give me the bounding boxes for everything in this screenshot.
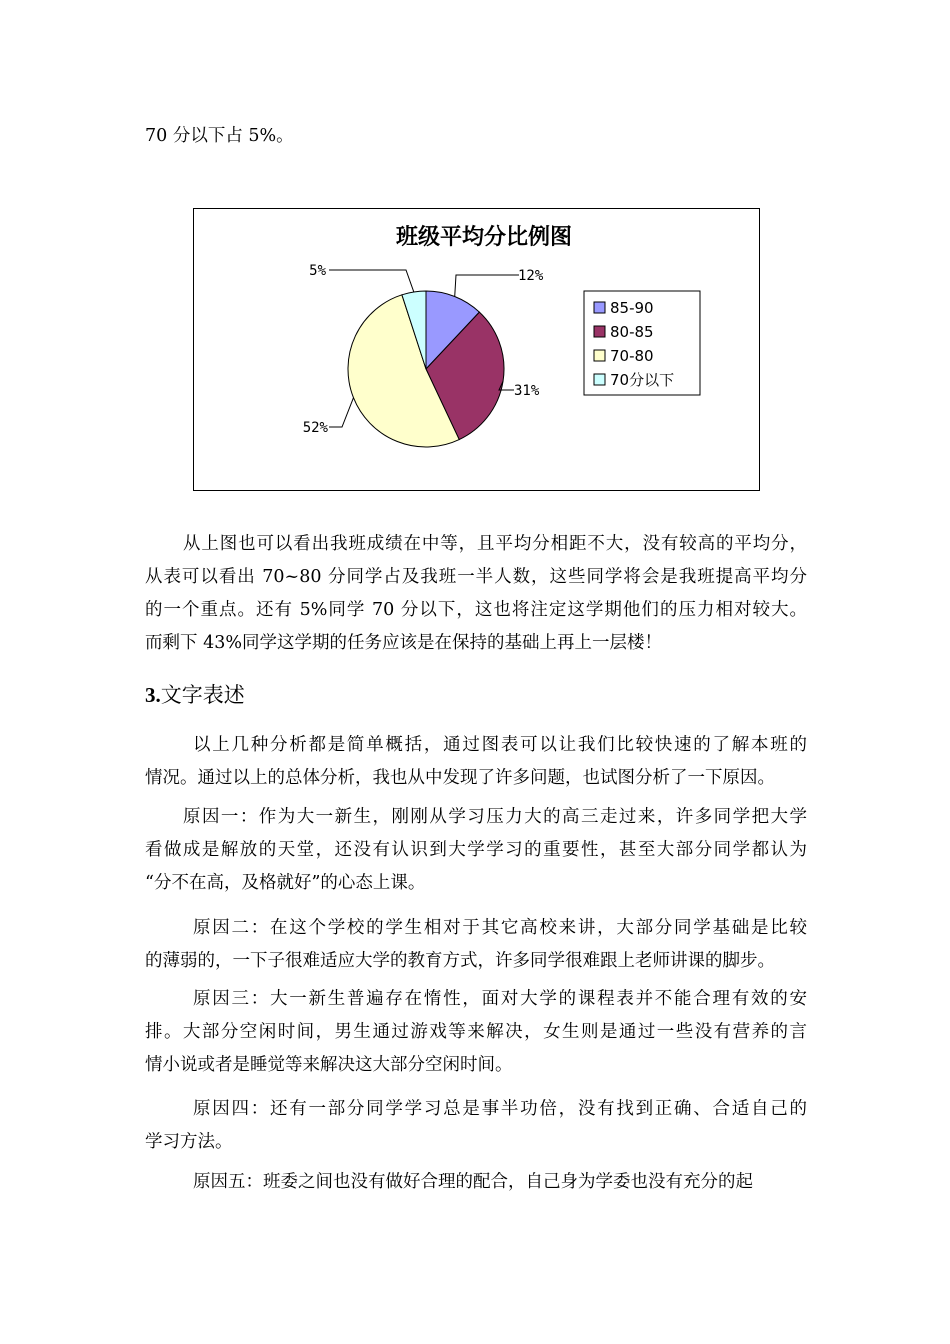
section-heading (145, 680, 245, 710)
pie-chart (193, 208, 760, 491)
text-line: 以上几种分析都是简单概括，通过图表可以让我们比较快速的了解本班的 (193, 735, 807, 755)
legend-swatch (594, 350, 605, 361)
text-line: 情况。通过以上的总体分析，我也从中发现了许多问题，也试图分析了一下原因。 (145, 768, 775, 788)
text-line: 看做成是解放的天堂，还没有认识到大学学习的重要性，甚至大部分同学都认为 (145, 840, 807, 860)
section-title: 文字表述 (160, 683, 245, 707)
chart-title: 班级平均分比例图 (395, 225, 573, 250)
data-label: 12% (518, 268, 544, 284)
text-line: 原因五：班委之间也没有做好合理的配合，自己身为学委也没有充分的起 (193, 1172, 753, 1192)
leader-line (455, 275, 519, 296)
text-line: 原因二：在这个学校的学生相对于其它高校来讲，大部分同学基础是比较 (193, 918, 807, 938)
leader-line (329, 398, 353, 427)
text-line: 而剩下 43%同学这学期的任务应该是在保持的基础上再上一层楼！ (145, 633, 662, 653)
data-label: 5% (309, 263, 326, 279)
data-label: 52% (302, 420, 328, 436)
text-line: 70 分以下占 5%。 (145, 126, 294, 146)
text-line: 原因四：还有一部分同学学习总是事半功倍，没有找到正确、合适自己的 (193, 1099, 807, 1119)
text-line: 原因三：大一新生普遍存在惰性，面对大学的课程表并不能合理有效的安 (193, 989, 807, 1009)
legend-label: 85-90 (610, 299, 654, 317)
leader-line (329, 270, 414, 292)
text-line: “分不在高，及格就好”的心态上课。 (145, 873, 426, 893)
text-line: 的一个重点。还有 5%同学 70 分以下，这也将注定这学期他们的压力相对较大。 (145, 600, 807, 620)
text-line: 的薄弱的，一下子很难适应大学的教育方式，许多同学很难跟上老师讲课的脚步。 (145, 951, 775, 971)
text-line: 从表可以看出 70~80 分同学占及我班一半人数，这些同学将会是我班提高平均分 (145, 567, 807, 587)
legend-label: 70-80 (610, 347, 654, 365)
text-line: 从上图也可以看出我班成绩在中等，且平均分相距不大，没有较高的平均分， (183, 534, 807, 554)
text-line: 排。大部分空闲时间，男生通过游戏等来解决，女生则是通过一些没有营养的言 (145, 1022, 807, 1042)
section-number: 3. (145, 683, 161, 707)
legend-swatch (594, 302, 605, 313)
legend-label: 70分以下 (610, 371, 675, 389)
text-line: 学习方法。 (145, 1132, 233, 1152)
pie-chart-svg (194, 209, 761, 492)
legend-label: 80-85 (610, 323, 654, 341)
text-line: 原因一：作为大一新生，刚刚从学习压力大的高三走过来，许多同学把大学 (183, 807, 807, 827)
legend-swatch (594, 374, 605, 385)
chart-legend (584, 291, 700, 395)
legend-swatch (594, 326, 605, 337)
text-line: 情小说或者是睡觉等来解决这大部分空闲时间。 (145, 1055, 513, 1075)
data-label: 31% (514, 383, 540, 399)
